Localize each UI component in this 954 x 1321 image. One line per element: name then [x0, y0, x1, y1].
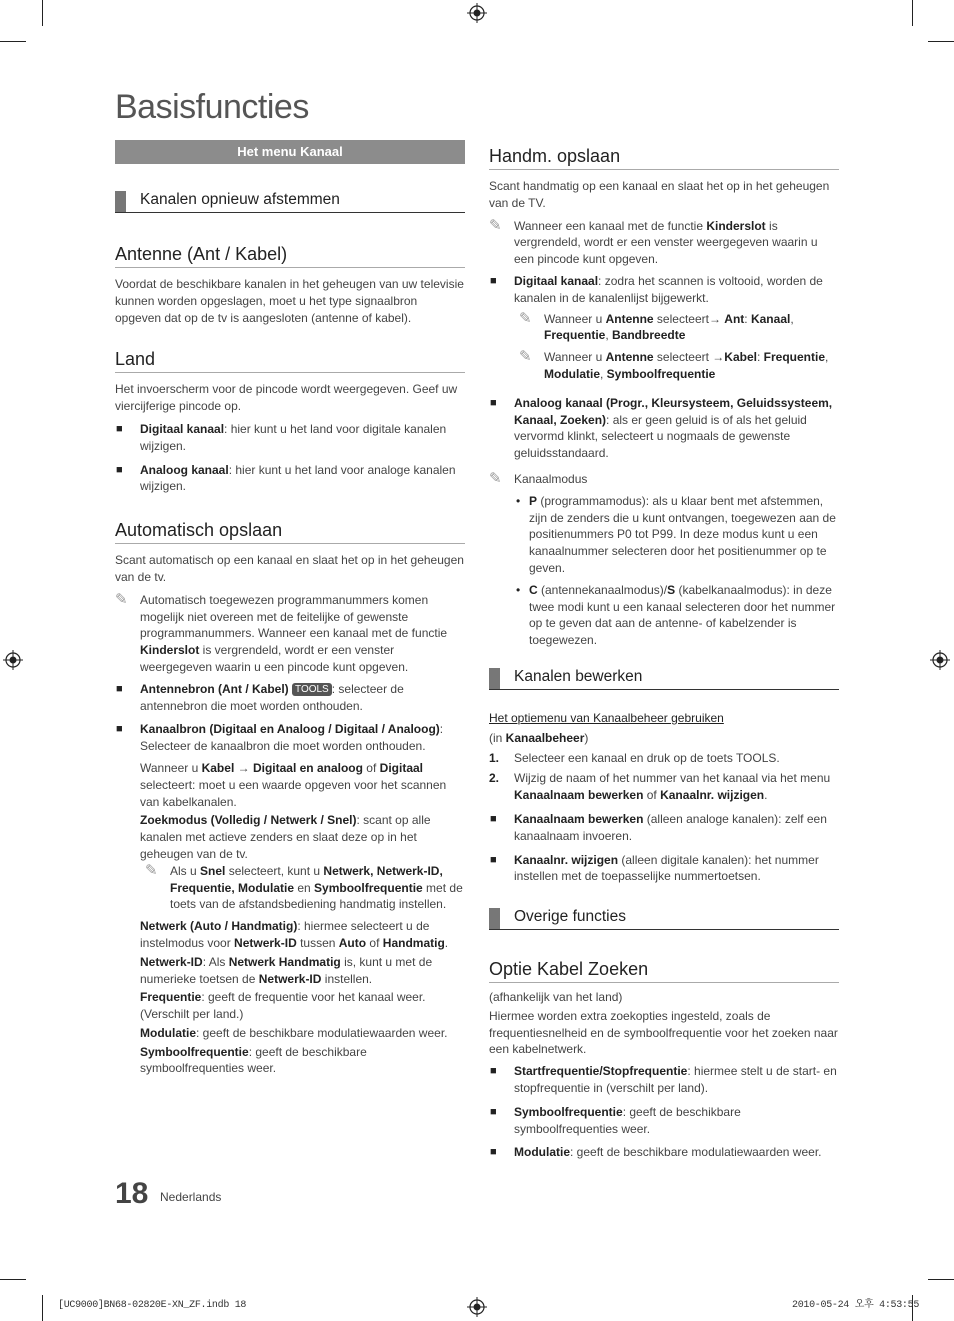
note [489, 471, 839, 488]
term: C [529, 582, 538, 597]
text: of [643, 788, 661, 803]
text: selecteert: moet u een waarde opgeven voor het scannen van kabelkanalen. [140, 777, 447, 809]
note-text: Als u [170, 863, 201, 878]
crop-mark [42, 0, 43, 26]
term: S [667, 582, 676, 597]
bullet-square-icon: ■ [116, 422, 123, 435]
term: Modulatie [514, 1145, 570, 1160]
text: is, kunt u met de numerieke toetsen de [140, 954, 433, 986]
bullet-square-icon: ■ [490, 274, 497, 287]
term: Netwerk-ID [234, 935, 297, 950]
note-text: : [756, 350, 764, 365]
term: Symboolfrequentie [140, 1044, 249, 1059]
term-description: : selecteer de antennebron die moet worden onthouden. [140, 681, 404, 713]
left-column [115, 140, 465, 1077]
note-text: Wanneer u [544, 311, 606, 326]
text: → [234, 760, 253, 775]
note-pencil-icon: ✎ [519, 348, 532, 366]
text: of [362, 760, 380, 775]
crop-mark [928, 41, 954, 42]
term: Kanaalnaam bewerken [514, 788, 644, 803]
list-item [115, 681, 465, 715]
note [519, 311, 839, 345]
term: Frequentie [544, 328, 606, 343]
note-text: , [790, 311, 794, 326]
bullet-square-icon: ■ [490, 812, 497, 825]
note-text: is vergrendeld, wordt er een venster weergegeven waarin u een pincode kunt opgeven. [514, 218, 818, 267]
text: . [776, 750, 780, 765]
list-item [115, 421, 465, 455]
list-item [489, 395, 839, 462]
list-item [489, 811, 839, 845]
handm-text: Scant handmatig op een kanaal en slaat het op in het geheugen van de TV. [489, 179, 830, 210]
term-description: (programmamodus): als u klaar bent met afstemmen, zijn de zenders die u kunt ontvangen, toegewezen aan de positienummers P0 tot P99. In deze modus kunt u een kanaalnummer selecteren door het positienummer op te geven. [529, 493, 836, 575]
term: Handmatig [382, 935, 445, 950]
subsection-title: Kanalen bewerken [514, 667, 643, 685]
term: P [529, 493, 538, 508]
term: Startfrequentie/Stopfrequentie [514, 1064, 688, 1079]
note-text: en [294, 880, 315, 895]
heading-handm-opslaan: Handm. opslaan [489, 145, 839, 170]
note-text: met de toets van de afstandsbediening handmatig instellen. [170, 880, 463, 912]
term-description: : als er geen geluid is of als het geluid vervormd klinkt, selecteert u nogmaals de gewenste geluidsstandaard. [514, 412, 807, 461]
section-bar-marker [489, 668, 500, 689]
term: Frequentie [140, 990, 202, 1005]
term: Netwerk-ID [140, 954, 203, 969]
menu-kanaal-bar: Het menu Kanaal [115, 140, 465, 164]
step-item [489, 770, 839, 804]
term: Kabel [201, 760, 235, 775]
term: Digitaal kanaal [140, 421, 225, 436]
term-description: : geeft de beschikbare modulatiewaarden weer. [570, 1145, 822, 1160]
term: Ant [724, 311, 745, 326]
term-description: : zodra het scannen is voltooid, worden de kanalen in de kanalenlijst bijgewerkt. [514, 273, 823, 305]
term: Frequentie [763, 350, 825, 365]
step-number: 1. [489, 750, 500, 765]
netwerk-item [115, 918, 465, 952]
term: Digitaal en analoog [252, 760, 363, 775]
frequentie-item [115, 989, 465, 1023]
term: Kanaalnaam bewerken [514, 811, 644, 826]
crop-mark [912, 0, 913, 26]
list-item [489, 1063, 839, 1097]
bullet-dot-icon: • [516, 493, 521, 508]
note [145, 863, 465, 913]
note [489, 218, 839, 268]
step-number: 2. [489, 771, 500, 786]
note-text: is vergrendeld, wordt er een venster weergegeven waarin u een pincode kunt opgeven. [140, 643, 409, 674]
note-pencil-icon: ✎ [489, 216, 502, 234]
text: . [764, 788, 768, 803]
list-item [115, 721, 465, 755]
note-text: Kanaalmodus [514, 471, 588, 486]
land-text: Het invoerscherm voor de pincode wordt weergegeven. Geef uw viercijferige pincode op. [115, 382, 458, 414]
subsection-kanalen-bewerken [489, 666, 839, 690]
term: Modulatie [140, 1025, 196, 1040]
term: Kinderslot [140, 643, 200, 658]
term-description: : hier kunt u het land voor analoge kanalen wijzigen. [140, 462, 456, 494]
note-text: Wanneer u [544, 350, 606, 365]
text: of [366, 935, 383, 950]
heading-land: Land [115, 348, 465, 373]
text: Wijzig de naam of het nummer van het kanaal via het menu [514, 771, 831, 786]
text: ) [584, 730, 589, 745]
term-description: (alleen digitale kanalen): het nummer instellen met de toepasselijke nummertoetsen. [514, 852, 819, 884]
registration-mark-icon [467, 1297, 487, 1317]
modulatie-item [115, 1025, 465, 1042]
symboolfrequentie-item [115, 1044, 465, 1078]
registration-mark-icon [930, 650, 950, 670]
text: . [444, 935, 449, 950]
subsection-overige-functies [489, 906, 839, 930]
step-item [489, 750, 839, 767]
term-description: : geeft de frequentie voor het kanaal weer. (Verschilt per land.) [140, 990, 426, 1022]
bullet-dot-icon: • [516, 582, 521, 597]
term-description: : scant op alle kanalen met actieve zenders en slaat deze op in het geheugen van de tv. [140, 813, 431, 861]
term: Bandbreedte [612, 328, 686, 343]
term: TOOLS [735, 750, 777, 765]
crop-mark [42, 1295, 43, 1321]
term: Symboolfrequentie [314, 880, 423, 895]
page-number: 18 [115, 1177, 149, 1210]
term: Zoekmodus (Volledig / Netwerk / Snel) [140, 813, 357, 828]
term: Kanaal [750, 311, 791, 326]
term: Kanaalbron (Digitaal en Analoog / Digitaal / Analoog) [140, 722, 440, 737]
print-slug-right: 2010-05-24 오후 4:53:55 [792, 1300, 920, 1311]
heading-antenne: Antenne (Ant / Kabel) [115, 243, 465, 268]
tools-button-icon: TOOLS [292, 683, 332, 696]
note-text: : [744, 311, 751, 326]
page-title: Basisfuncties [115, 88, 309, 126]
bullet-square-icon: ■ [490, 1146, 497, 1159]
note-text: , [825, 350, 829, 365]
note-pencil-icon: ✎ [115, 590, 128, 608]
term: Digitaal [379, 760, 423, 775]
kanaalbeheer-context [489, 730, 839, 747]
list-item [489, 273, 839, 307]
heading-optie-kabel-zoeken: Optie Kabel Zoeken [489, 958, 839, 983]
list-item [489, 1104, 839, 1138]
section-bar-marker [115, 191, 126, 212]
registration-mark-icon [3, 650, 23, 670]
term-description: : hier kunt u het land voor digitale kanalen wijzigen. [140, 421, 447, 453]
list-item [489, 493, 839, 577]
term: Netwerk (Auto / Handmatig) [140, 919, 298, 934]
term: Netwerk-ID [258, 971, 322, 986]
text: instellen. [321, 971, 373, 986]
antenne-text: Voordat de beschikbare kanalen in het geheugen van uw televisie kunnen worden opgeslagen, moet u het type signaalbron opgeven dat op de tv is aangesloten (antenne of kabel). [115, 277, 464, 325]
automatisch-text: Scant automatisch op een kanaal en slaat het op in het geheugen van de tv. [115, 553, 464, 584]
term-description: (alleen analoge kanalen): zelf een kanaalnaam invoeren. [514, 811, 827, 843]
text: : hiermee selecteert u de instelmodus voor [140, 919, 430, 950]
list-item [489, 1144, 839, 1161]
note-text: , [600, 366, 607, 381]
term: Symboolfrequentie [514, 1104, 623, 1119]
term-description: : hiermee stelt u de start- en stopfrequentie in (verschilt per land). [514, 1064, 837, 1096]
note-text: selecteert, kunt u [225, 863, 324, 878]
list-item [115, 462, 465, 496]
term: Antenne [605, 350, 654, 365]
right-column [489, 145, 839, 1161]
note [115, 592, 465, 676]
term: Netwerk, Netwerk-ID, Frequentie, Modulatie [170, 863, 443, 895]
term: Auto [338, 935, 367, 950]
note-text: selecteert → [653, 350, 725, 365]
list-item [489, 852, 839, 886]
list-item [489, 582, 839, 649]
kabel-note [115, 760, 465, 810]
term: Kanaalbeheer [505, 730, 585, 745]
subsection-title: Overige functies [514, 908, 626, 926]
note-pencil-icon: ✎ [519, 309, 532, 327]
text: Selecteer een kanaal en druk op de toets [514, 750, 736, 765]
text: (antennekanaalmodus)/ [537, 582, 668, 597]
bullet-square-icon: ■ [116, 682, 123, 695]
term: Snel [200, 863, 226, 878]
term-description: : geeft de beschikbare symboolfrequenties weer. [514, 1104, 741, 1136]
optie-country-note: (afhankelijk van het land) [489, 990, 623, 1005]
underlined-heading: Het optiemenu van Kanaalbeheer gebruiken [489, 710, 724, 725]
bullet-square-icon: ■ [490, 853, 497, 866]
term: Kabel [724, 350, 757, 365]
note-pencil-icon: ✎ [489, 469, 502, 487]
term: Analoog kanaal (Progr., Kleursysteem, Geluidssysteem, Kanaal, Zoeken) [514, 395, 833, 427]
bullet-square-icon: ■ [490, 396, 497, 409]
term: Modulatie [544, 366, 600, 381]
bullet-square-icon: ■ [116, 463, 123, 476]
term: Antennebron (Ant / Kabel) [140, 681, 289, 696]
netwerk-id-item [115, 954, 465, 988]
subsection-kanalen-opnieuw-afstemmen [115, 189, 465, 213]
note-text: Wanneer een kanaal met de functie [514, 218, 707, 233]
term: Symboolfrequentie [606, 366, 716, 381]
text: : Als [202, 954, 229, 969]
note-text: selecteert→ [653, 311, 725, 326]
term: Digitaal kanaal [514, 273, 599, 288]
footer-language: Nederlands [160, 1190, 222, 1204]
note-pencil-icon: ✎ [145, 861, 158, 879]
section-bar-marker [489, 908, 500, 929]
term-description: : geeft de beschikbare symboolfrequenties weer. [140, 1044, 367, 1076]
bullet-square-icon: ■ [116, 723, 123, 736]
crop-mark [0, 41, 26, 42]
registration-mark-icon [467, 3, 487, 23]
term-description: : geeft de beschikbare modulatiewaarden weer. [196, 1025, 448, 1040]
term: Kanaalnr. wijzigen [514, 852, 619, 867]
term: Netwerk Handmatig [228, 954, 341, 969]
optie-text: Hiermee worden extra zoekopties ingesteld, zoals de frequentiesnelheid en de symboolfrequentie voor het zoeken naar een kabelnetwerk. [489, 1008, 838, 1057]
subsection-title: Kanalen opnieuw afstemmen [140, 191, 340, 208]
text: tussen [296, 935, 339, 950]
crop-mark [928, 1279, 954, 1280]
term: Kinderslot [706, 218, 766, 233]
kanaalbeheer-heading [489, 710, 839, 727]
text: Wanneer u [140, 760, 202, 775]
term: Analoog kanaal [140, 462, 229, 477]
heading-automatisch-opslaan: Automatisch opslaan [115, 519, 465, 544]
print-slug-left: [UC9000]BN68-02820E-XN_ZF.indb 18 [58, 1300, 247, 1311]
note-text: Automatisch toegewezen programmanummers komen mogelijk niet overeen met de feitelijke of gewenste programmanummers. Wanneer een kanaal met de functie [140, 592, 448, 641]
term-description: : Selecteer de kanaalbron die moet worden onthouden. [140, 722, 444, 754]
term-description: (kabelkanaalmodus): in deze twee modi kunt u een kanaal selecteren door het nummer op te geven dat aan de antenne- of kabelzender is toegewezen. [529, 582, 836, 648]
note-text: , [605, 328, 613, 343]
note [519, 349, 839, 383]
zoekmodus-item [115, 812, 465, 862]
term: Antenne [605, 311, 654, 326]
term: Kanaalnr. wijzigen [660, 788, 765, 803]
bullet-square-icon: ■ [490, 1065, 497, 1078]
crop-mark [0, 1279, 26, 1280]
bullet-square-icon: ■ [490, 1105, 497, 1118]
text: (in [489, 730, 506, 745]
